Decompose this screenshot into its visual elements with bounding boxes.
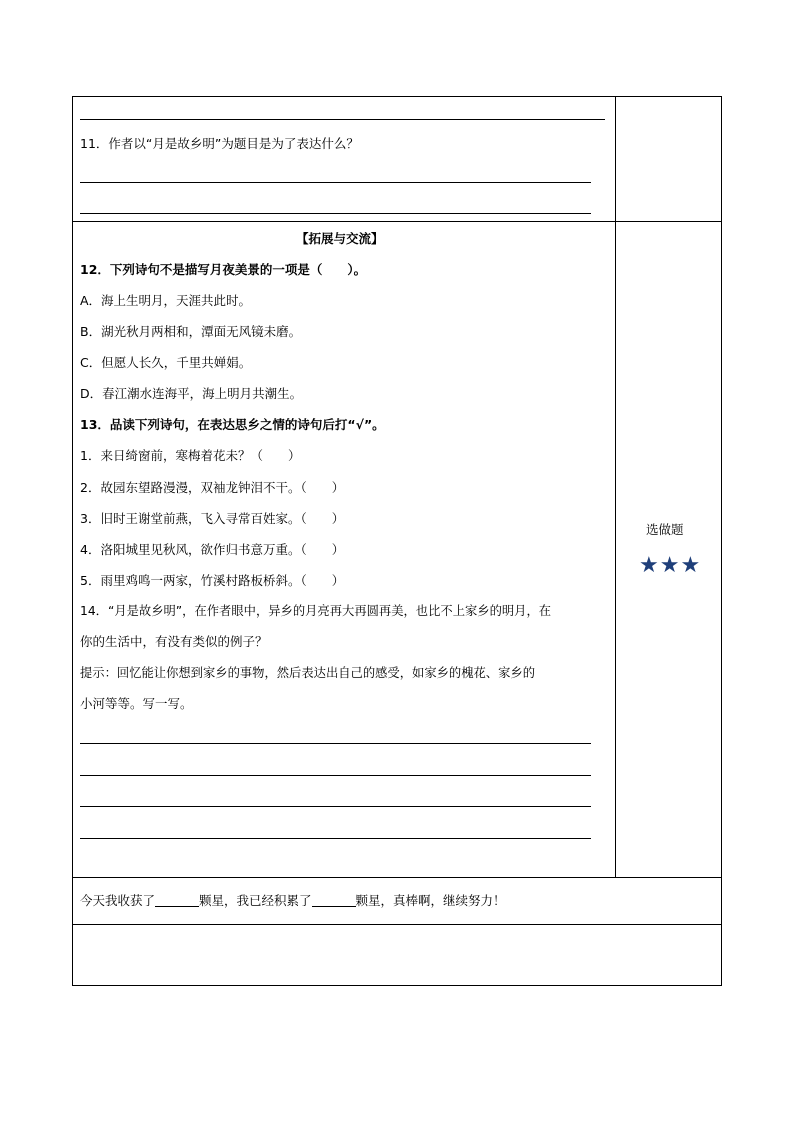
- q14-line-2: 你的生活中，有没有类似的例子？: [80, 634, 268, 649]
- summary-part-3: 颗星，真棒啊，继续努力！: [355, 893, 506, 908]
- answer-line: [80, 743, 591, 744]
- q14-hint-2: 小河等等。写一写。: [80, 696, 193, 711]
- q13-item-3: 3．旧时王谢堂前燕，飞入寻常百姓家。（ ）: [80, 511, 345, 526]
- answer-line: [80, 806, 591, 807]
- stars-total-blank[interactable]: [312, 894, 356, 907]
- answer-line: [80, 838, 591, 839]
- q11-text: 11．作者以“月是故乡明”为题目是为了表达什么？: [80, 136, 359, 151]
- table-border-left: [72, 96, 73, 986]
- answer-line: [80, 213, 591, 214]
- summary-part-2: 颗星，我已经积累了: [199, 893, 312, 908]
- summary-part-1: 今天我收获了: [80, 893, 156, 908]
- stars-earned-blank[interactable]: [155, 894, 199, 907]
- table-border-right: [721, 96, 722, 986]
- q12-option-c: C．但愿人长久，千里共婵娟。: [80, 355, 252, 370]
- answer-line: [80, 119, 605, 120]
- q12-option-a: A．海上生明月，天涯共此时。: [80, 293, 252, 308]
- q13-stem: 13．品读下列诗句，在表达思乡之情的诗句后打“√”。: [80, 417, 385, 432]
- row-divider-3: [72, 924, 722, 925]
- table-border-top: [72, 96, 722, 97]
- answer-line: [80, 182, 591, 183]
- q12-option-d: D．春江潮水连海平，海上明月共潮生。: [80, 386, 303, 401]
- row-divider-1: [72, 221, 722, 222]
- q14-line-1: 14．“月是故乡明”，在作者眼中，异乡的月亮再大再圆再美，也比不上家乡的明月，在: [80, 604, 552, 618]
- q13-item-4: 4．洛阳城里见秋风，欲作归书意万重。（ ）: [80, 542, 345, 557]
- q14-hint-1: 提示：回忆能让你想到家乡的事物，然后表达出自己的感受，如家乡的槐花、家乡的: [80, 666, 535, 680]
- section-title: 【拓展与交流】: [296, 231, 384, 246]
- q13-item-2: 2．故园东望路漫漫，双袖龙钟泪不干。（ ）: [80, 480, 345, 495]
- summary-text: [80, 893, 506, 909]
- q13-item-1: 1．来日绮窗前，寒梅着花未？（ ）: [80, 448, 301, 463]
- optional-label: 选做题: [646, 522, 684, 537]
- q12-stem: 12．下列诗句不是描写月夜美景的一项是（ ）。: [80, 262, 367, 277]
- column-divider: [615, 96, 616, 878]
- table-border-bottom: [72, 985, 722, 986]
- q13-item-5: 5．雨里鸡鸣一两家，竹溪村路板桥斜。（ ）: [80, 573, 345, 588]
- answer-line: [80, 775, 591, 776]
- difficulty-stars: ★★★: [639, 553, 702, 578]
- q12-option-b: B．湖光秋月两相和，潭面无风镜未磨。: [80, 324, 302, 339]
- row-divider-2: [72, 877, 722, 878]
